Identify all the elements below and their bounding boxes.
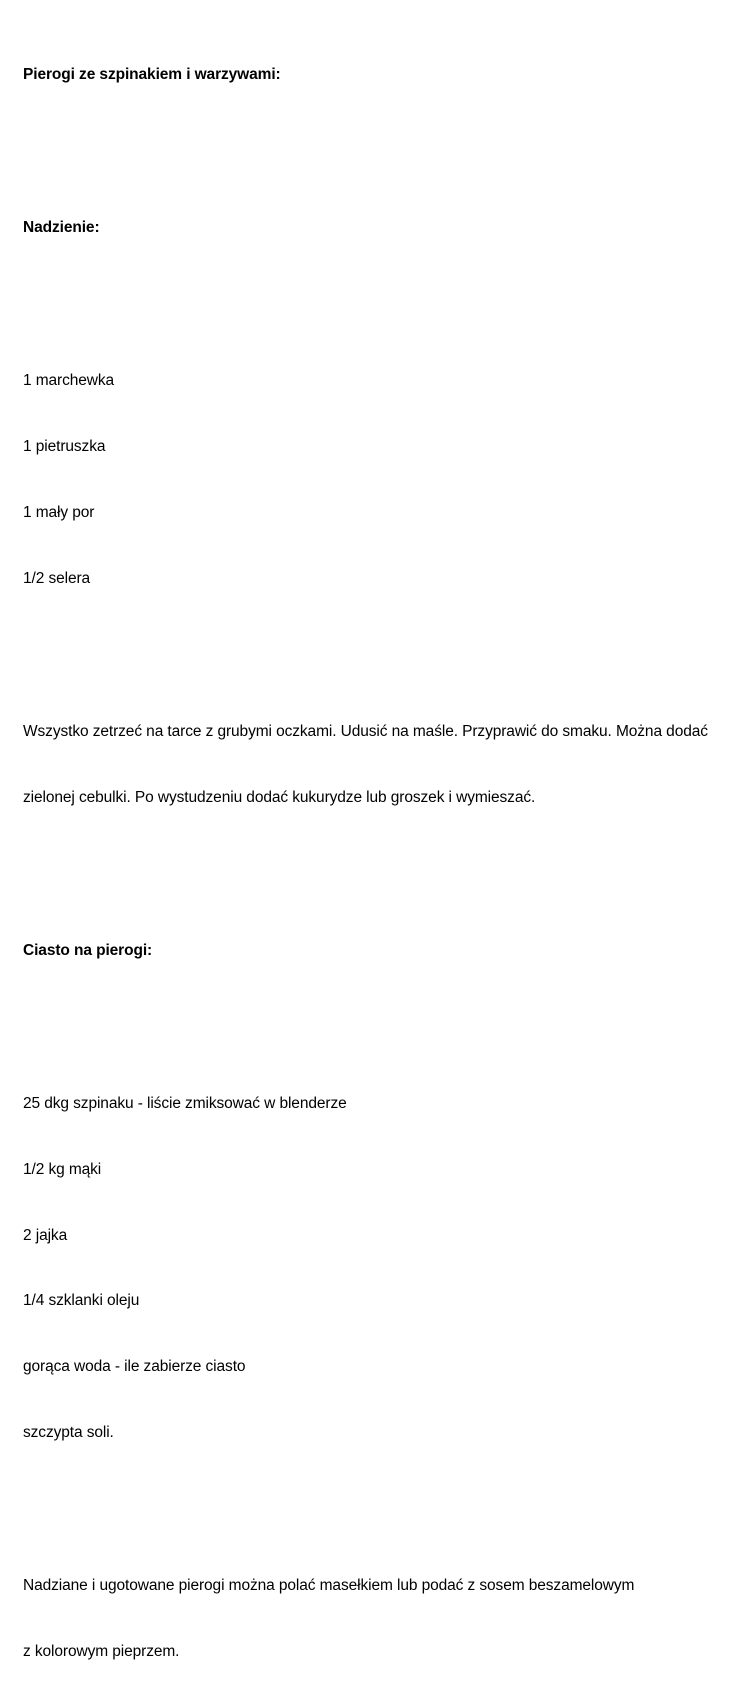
serving-line: Nadziane i ugotowane pierogi można polać masełkiem lub podać z sosem beszamelowym	[23, 1577, 635, 1595]
filling-instruction-line: Wszystko zetrzeć na tarce z grubymi oczkami. Udusić na maśle. Przyprawić do smaku. Można dodać	[23, 722, 708, 740]
filling-instruction-line: zielonej cebulki. Po wystudzeniu dodać kukurydze lub groszek i wymieszać.	[23, 788, 536, 806]
recipe-title: Pierogi ze szpinakiem i warzywami:	[23, 65, 281, 83]
dough-ingredient: 1/4 szklanki oleju	[23, 1292, 140, 1310]
filling-ingredient: 1 pietruszka	[23, 438, 106, 456]
dough-ingredient: szczypta soli.	[23, 1423, 114, 1441]
filling-ingredient: 1/2 selera	[23, 569, 91, 587]
filling-ingredient: 1 mały por	[23, 503, 95, 521]
recipe-document	[23, 20, 750, 1685]
spacer	[23, 1006, 750, 1028]
serving-line: z kolorowym pieprzem.	[23, 1642, 180, 1660]
filling-ingredient: 1 marchewka	[23, 372, 115, 390]
spacer	[23, 633, 750, 655]
spacer	[23, 283, 750, 305]
dough-heading: Ciasto na pierogi:	[23, 941, 153, 959]
dough-ingredient: gorąca woda - ile zabierze ciasto	[23, 1358, 246, 1375]
filling-heading: Nadzienie:	[23, 219, 100, 237]
dough-ingredient: 25 dkg szpinaku - liście zmiksować w blenderze	[23, 1095, 347, 1113]
dough-ingredient: 2 jajka	[23, 1226, 68, 1244]
spacer	[23, 130, 750, 152]
spacer	[23, 852, 750, 874]
dough-ingredient: 1/2 kg mąki	[23, 1160, 102, 1178]
spacer	[23, 1487, 750, 1509]
